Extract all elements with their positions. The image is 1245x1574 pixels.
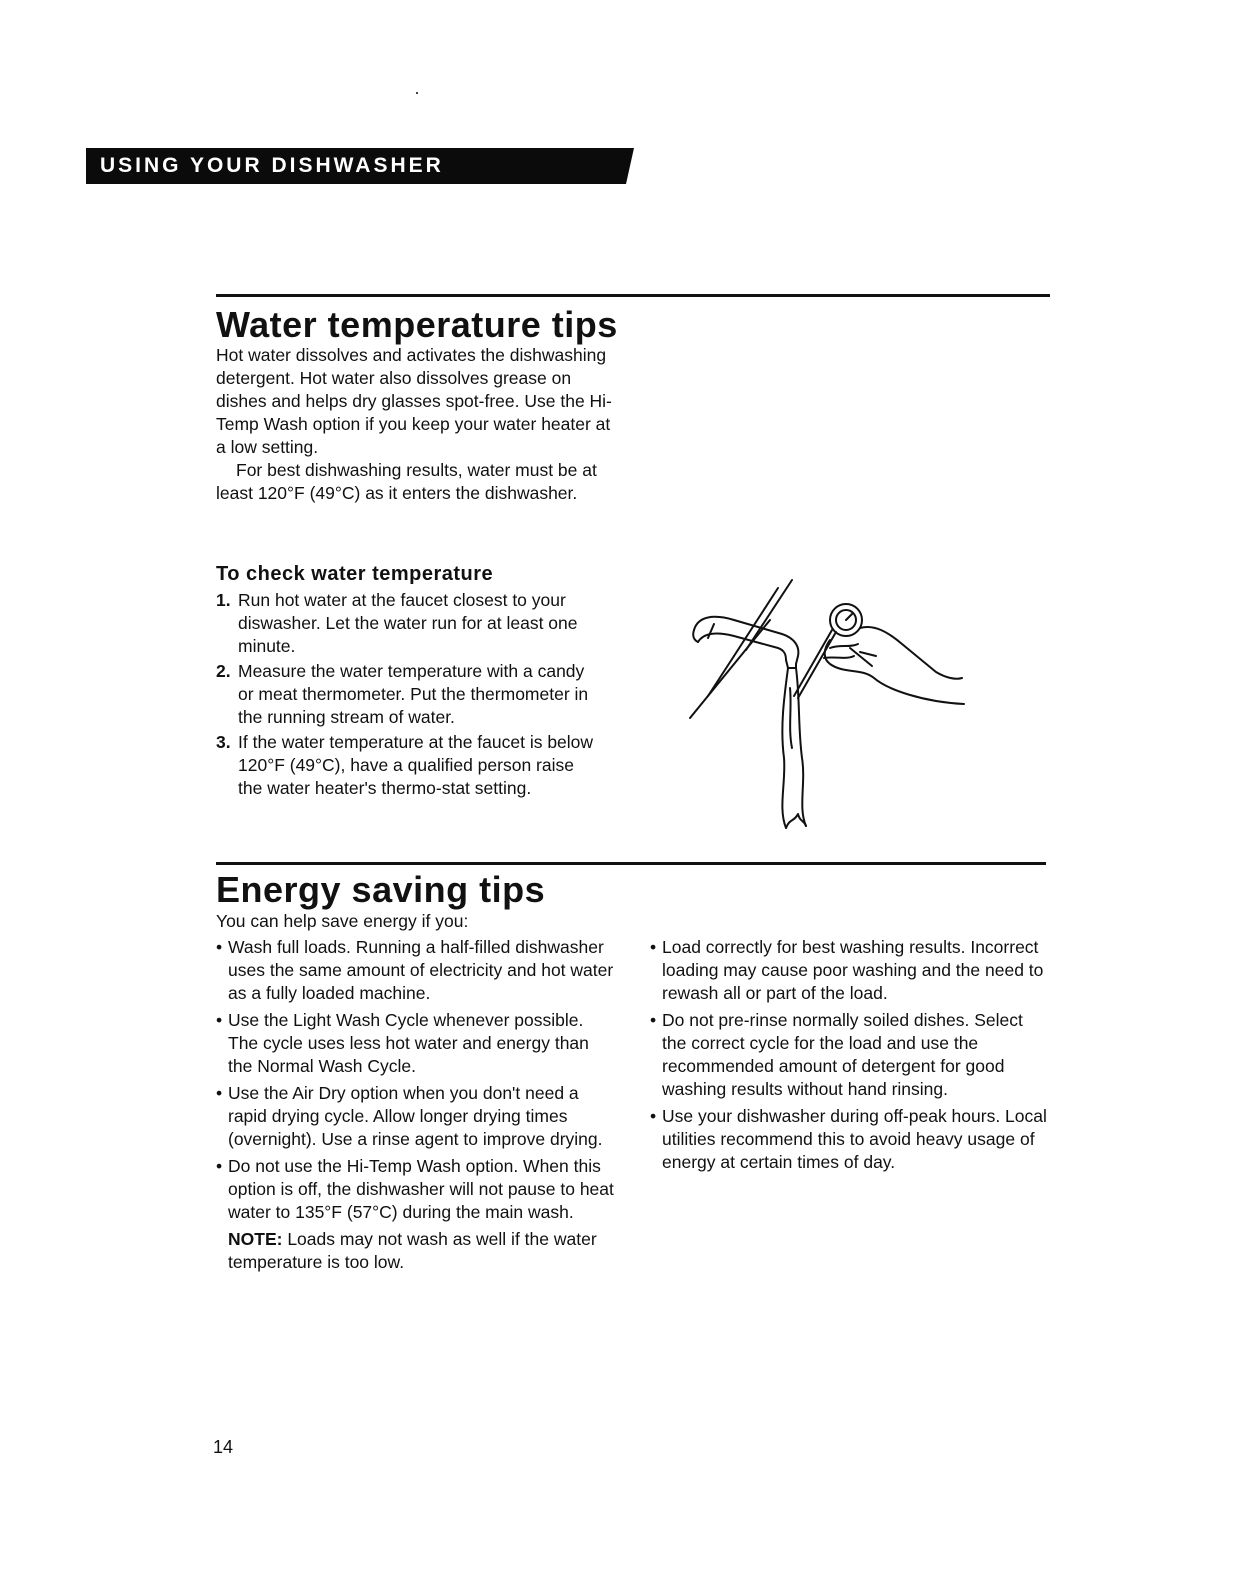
step-item xyxy=(216,731,596,800)
check-temp-heading: To check water temperature xyxy=(216,563,494,585)
water-temp-paragraph-2: For best dishwashing results, water must be at least 120°F (49°C) as it enters the dishwasher. xyxy=(216,460,597,503)
list-item xyxy=(650,936,1050,1005)
step-text: Run hot water at the faucet closest to your diswasher. Let the water run for at least one minute. xyxy=(238,590,578,656)
water-temp-paragraph-1: Hot water dissolves and activates the dishwashing detergent. Hot water also dissolves grease on dishes and helps dry glasses spot-free. Use the Hi-Temp Wash option if you keep your water heater at a low setting. xyxy=(216,345,612,457)
list-item-text: Do not use the Hi-Temp Wash option. When this option is off, the dishwasher will not pause to heat water to 135°F (57°C) during the main wash. xyxy=(228,1156,614,1222)
list-item-text: Use your dishwasher during off-peak hours. Local utilities recommend this to avoid heavy usage of energy at certain times of day. xyxy=(662,1106,1047,1172)
page-number: 14 xyxy=(213,1437,234,1457)
note-label: NOTE: xyxy=(228,1229,283,1249)
section-header-label: USING YOUR DISHWASHER xyxy=(100,154,444,177)
list-item xyxy=(216,1009,616,1078)
note-text: Loads may not wash as well if the water temperature is too low. xyxy=(228,1229,597,1272)
energy-right-column xyxy=(650,936,1050,1178)
check-temp-steps xyxy=(216,589,596,802)
list-item-text: Use the Light Wash Cycle whenever possible. The cycle uses less hot water and energy than the Normal Wash Cycle. xyxy=(228,1010,589,1076)
bullet-glyph: • xyxy=(650,1010,657,1030)
list-item xyxy=(216,1155,616,1224)
stray-mark xyxy=(416,92,418,94)
list-item-text: Load correctly for best washing results. Incorrect loading may cause poor washing and the need to rewash all or part of the load. xyxy=(662,937,1044,1003)
bullet-glyph: • xyxy=(216,937,223,957)
step-number: 1. xyxy=(216,590,231,610)
step-text: Measure the water temperature with a candy or meat thermometer. Put the thermometer in the running stream of water. xyxy=(238,661,589,727)
list-item xyxy=(216,936,616,1005)
energy-left-column xyxy=(216,936,616,1274)
water-temp-intro xyxy=(216,344,621,505)
note xyxy=(228,1228,616,1274)
energy-intro: You can help save energy if you: xyxy=(216,911,469,931)
bullet-glyph: • xyxy=(650,1106,657,1126)
section-rule-middle xyxy=(216,862,1046,865)
list-item xyxy=(650,1009,1050,1101)
bullet-glyph: • xyxy=(216,1083,223,1103)
faucet-thermometer-illustration xyxy=(674,578,974,840)
energy-tips-list-right xyxy=(650,936,1050,1174)
step-number: 3. xyxy=(216,732,231,752)
list-item xyxy=(216,1082,616,1151)
bullet-glyph: • xyxy=(650,937,657,957)
water-temp-title: Water temperature tips xyxy=(216,304,618,345)
bullet-glyph: • xyxy=(216,1156,223,1176)
list-item-text: Do not pre-rinse normally soiled dishes. Select the correct cycle for the load and use the recommended amount of detergent for good washing results without hand rinsing. xyxy=(662,1010,1023,1099)
energy-tips-list-left xyxy=(216,936,616,1224)
bullet-glyph: • xyxy=(216,1010,223,1030)
list-item-text: Wash full loads. Running a half-filled dishwasher uses the same amount of electricity and hot water as a fully loaded machine. xyxy=(228,937,614,1003)
step-text: If the water temperature at the faucet is below 120°F (49°C), have a qualified person raise the water heater's thermo-stat setting. xyxy=(238,732,594,798)
list-item-text: Use the Air Dry option when you don't need a rapid drying cycle. Allow longer drying times (overnight). Use a rinse agent to improve drying. xyxy=(228,1083,603,1149)
section-rule-top xyxy=(216,294,1050,297)
step-number: 2. xyxy=(216,661,231,681)
list-item xyxy=(650,1105,1050,1174)
step-item xyxy=(216,660,596,729)
energy-title: Energy saving tips xyxy=(216,869,546,910)
step-item xyxy=(216,589,596,658)
